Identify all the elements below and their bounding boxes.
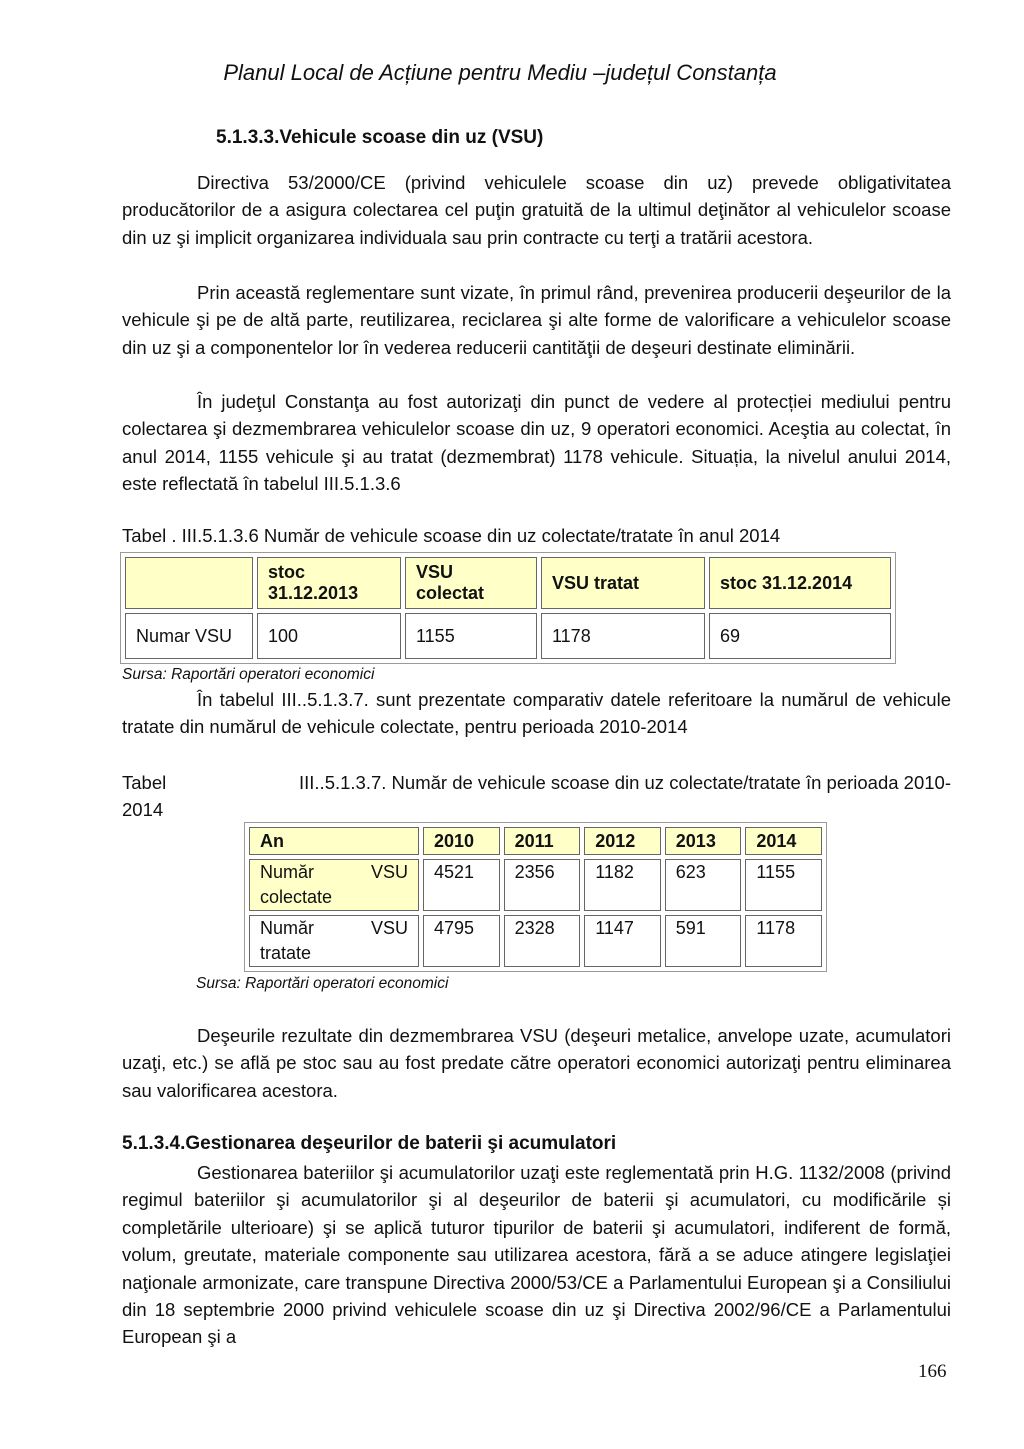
label-part: Număr [260, 918, 315, 938]
table-header-cell: 2012 [584, 827, 661, 855]
table-cell: 1178 [745, 915, 822, 967]
table-header-cell: 2014 [745, 827, 822, 855]
paragraph-operators [122, 388, 951, 498]
paragraph-directive [122, 169, 951, 251]
table-row-label [249, 859, 419, 911]
table7-source: Sursa: Raportări operatori economici [196, 975, 449, 992]
table-cell: 1178 [541, 613, 705, 659]
table6-source: Sursa: Raportări operatori economici [122, 666, 375, 683]
section-title-batteries: 5.1.3.4.Gestionarea deşeurilor de baterii şi acumulatori [122, 1133, 617, 1154]
label-part: colectate [260, 887, 333, 907]
table-cell: 591 [665, 915, 742, 967]
table6-caption: Tabel . III.5.1.3.6 Număr de vehicule scoase din uz colectate/tratate în anul 2014 [122, 525, 781, 546]
table-cell: 623 [665, 859, 742, 911]
table-header-cell: 2011 [504, 827, 581, 855]
paragraph-waste-results [122, 1022, 951, 1104]
paragraph-batteries [122, 1159, 951, 1351]
caption-part: 2014 [122, 799, 164, 821]
table-cell: 1155 [745, 859, 822, 911]
table7-caption [122, 769, 951, 824]
table-header-cell [125, 557, 253, 609]
paragraph-regulation [122, 279, 951, 361]
paragraph-text: Prin această reglementare sunt vizate, în primul rând, prevenirea producerii deşeurilor de la vehicule şi pe de altă parte, reutilizarea, reciclarea şi alte forme de valorificare a vehiculelor scoase din uz şi a componentelor lor în vederea reducerii cantităţii de deşeuri destinate eliminării. [122, 282, 951, 358]
table-cell: 1155 [405, 613, 537, 659]
table-header-cell: 2010 [423, 827, 500, 855]
page-header: Planul Local de Acțiune pentru Mediu –județul Constanța [223, 60, 777, 85]
label-part: tratate [260, 943, 312, 963]
caption-part: Tabel [122, 772, 167, 793]
label-part: Număr [260, 862, 315, 882]
paragraph-comparison [122, 686, 951, 741]
caption-part: III..5.1.3.7. Număr de vehicule scoase din uz colectate/tratate în perioada 2010- [299, 772, 951, 793]
table-cell: 100 [257, 613, 401, 659]
table-cell: 69 [709, 613, 891, 659]
table-header-cell: VSU colectat [405, 557, 537, 609]
table-vsu-2014 [120, 552, 896, 664]
label-part: VSU [370, 918, 408, 938]
table-header-cell: VSU tratat [541, 557, 705, 609]
table-cell: 1147 [584, 915, 661, 967]
paragraph-text: Deşeurile rezultate din dezmembrarea VSU (deşeuri metalice, anvelope uzate, acumulatori uzaţi, etc.) se află pe stoc sau au fost predate către operatori economici autorizaţi pentru eliminarea sau valorificarea acestora. [122, 1025, 951, 1101]
table-cell: 4795 [423, 915, 500, 967]
section-title-vsu: 5.1.3.3.Vehicule scoase din uz (VSU) [216, 127, 544, 148]
table-row-label [249, 915, 419, 967]
paragraph-text: În judeţul Constanţa au fost autorizaţi din punct de vedere al protecției mediului pentru colectarea şi dezmembrarea vehiculelor scoase din uz, 9 operatori economici. Aceştia au colectat, în anul 2014, 1155 vehicule şi au tratat (dezmembrat) 1178 vehicule. Situația, la nivelul anului 2014, este reflectată în tabelul III.5.1.3.6 [122, 391, 951, 495]
table-cell: 2328 [504, 915, 581, 967]
table-vsu-2010-2014 [244, 822, 827, 972]
paragraph-text: Gestionarea bateriilor şi acumulatorilor uzaţi este reglementată prin H.G. 1132/2008 (privind regimul bateriilor şi acumulatorilor şi al deşeurilor de baterii şi acumulatori, cu modificările și completările ulterioare) şi se aplică tuturor tipurilor de baterii şi acumulatori, indiferent de formă, volum, greutate, materiale componente sau utilizarea acestora, fără a se aduce atingere legislaţiei naţionale armonizate, care transpune Directiva 2000/53/CE a Parlamentului European şi a Consiliului din 18 septembrie 2000 privind vehiculele scoase din uz şi Directiva 2002/96/CE a Parlamentului European şi a [122, 1162, 951, 1348]
table-header-cell: 2013 [665, 827, 742, 855]
label-part: VSU [370, 862, 408, 882]
paragraph-text: În tabelul III..5.1.3.7. sunt prezentate comparativ datele referitoare la numărul de vehicule tratate din numărul de vehicule colectate, pentru perioada 2010-2014 [122, 689, 951, 738]
table-header-cell: stoc 31.12.2013 [257, 557, 401, 609]
table-cell: 4521 [423, 859, 500, 911]
table-header-cell: An [249, 827, 419, 855]
table-header-cell: stoc 31.12.2014 [709, 557, 891, 609]
page-number: 166 [918, 1361, 947, 1382]
table-cell: 1182 [584, 859, 661, 911]
paragraph-text: Directiva 53/2000/CE (privind vehiculele scoase din uz) prevede obligativitatea producătorilor de a asigura colectarea cel puţin gratuită de la ultimul deţinător al vehiculelor scoase din uz şi implicit organizarea individuala sau prin contracte cu terţi a tratării acestora. [122, 172, 951, 248]
table-cell: 2356 [504, 859, 581, 911]
table-row-label: Numar VSU [125, 613, 253, 659]
